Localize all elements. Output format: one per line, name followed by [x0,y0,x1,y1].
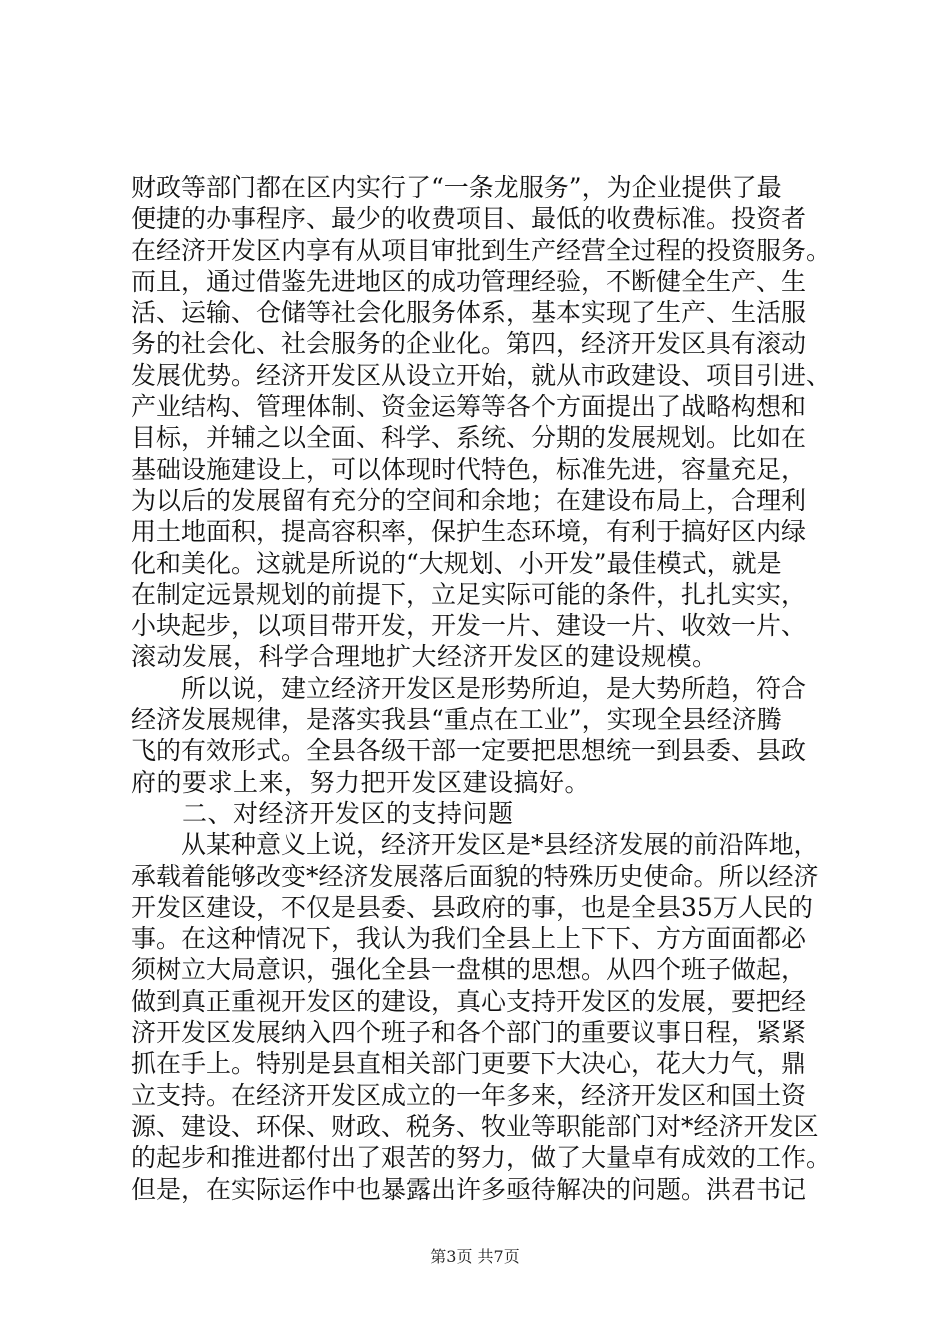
text-line: 济开发区发展纳入四个班子和各个部门的重要议事日程，紧紧 [131,1018,807,1048]
text-line: 所以说，建立经济开发区是形势所迫，是大势所趋，符合 [131,673,807,703]
text-line: 发展优势。经济开发区从设立开始，就从市政建设、项目引进、 [131,360,832,390]
text-line: 事。在这种情况下，我认为我们全县上上下下、方方面面都必 [131,924,807,954]
text-line: 务的社会化、社会服务的企业化。第四，经济开发区具有滚动 [131,329,807,359]
text-line: 用土地面积，提高容积率，保护生态环境，有利于搞好区内绿 [131,517,807,547]
text-line: 二、对经济开发区的支持问题 [131,798,514,828]
text-line: 的起步和推进都付出了艰苦的努力，做了大量卓有成效的工作。 [131,1143,832,1173]
text-line: 承载着能够改变*经济发展落后面貌的特殊历史使命。所以经济 [131,861,819,891]
text-line: 财政等部门都在区内实行了“一条龙服务”，为企业提供了最 [131,173,782,202]
text-line: 产业结构、管理体制、资金运筹等各个方面提出了战略构想和 [131,392,807,422]
body-text [131,172,831,1205]
text-line: 为以后的发展留有充分的空间和余地；在建设布局上，合理利 [131,485,807,515]
page-footer: 第3页 共7页 [430,1247,520,1266]
text-line: 须树立大局意识，强化全县一盘棋的思想。从四个班子做起， [131,955,807,985]
text-line: 而且，通过借鉴先进地区的成功管理经验，不断健全生产、生 [131,266,807,296]
text-line: 活、运输、仓储等社会化服务体系，基本实现了生产、生活服 [131,298,807,328]
text-line: 开发区建设，不仅是县委、县政府的事，也是全县35万人民的 [131,892,813,922]
text-line: 源、建设、环保、财政、税务、牧业等职能部门对*经济开发区 [131,1111,819,1141]
text-line: 在制定远景规划的前提下，立足实际可能的条件，扎扎实实， [131,579,807,609]
text-line: 基础设施建设上，可以体现时代特色，标准先进，容量充足， [131,454,807,484]
text-line: 抓在手上。特别是县直相关部门更要下大决心，花大力气，鼎 [131,1049,807,1079]
text-line: 经济发展规律，是落实我县“重点在工业”，实现全县经济腾 [131,705,782,735]
text-line: 府的要求上来，努力把开发区建设搞好。 [131,767,591,797]
text-line: 立支持。在经济开发区成立的一年多来，经济开发区和国土资 [131,1080,807,1110]
text-line: 滚动发展，科学合理地扩大经济开发区的建设规模。 [131,642,718,672]
text-line: 便捷的办事程序、最少的收费项目、最低的收费标准。投资者 [131,204,807,234]
text-line: 飞的有效形式。全县各级干部一定要把思想统一到县委、县政 [131,736,807,766]
text-line: 做到真正重视开发区的建设，真心支持开发区的发展，要把经 [131,986,807,1016]
text-line: 从某种意义上说，经济开发区是*县经济发展的前沿阵地， [131,830,819,860]
text-line: 在经济开发区内享有从项目审批到生产经营全过程的投资服务。 [131,235,832,265]
text-line: 化和美化。这就是所说的“大规划、小开发”最佳模式，就是 [131,548,782,578]
text-line: 目标，并辅之以全面、科学、系统、分期的发展规划。比如在 [131,423,807,453]
text-line: 小块起步，以项目带开发，开发一片、建设一片、收效一片、 [131,611,807,641]
text-line: 但是，在实际运作中也暴露出许多亟待解决的问题。洪君书记 [131,1174,807,1204]
